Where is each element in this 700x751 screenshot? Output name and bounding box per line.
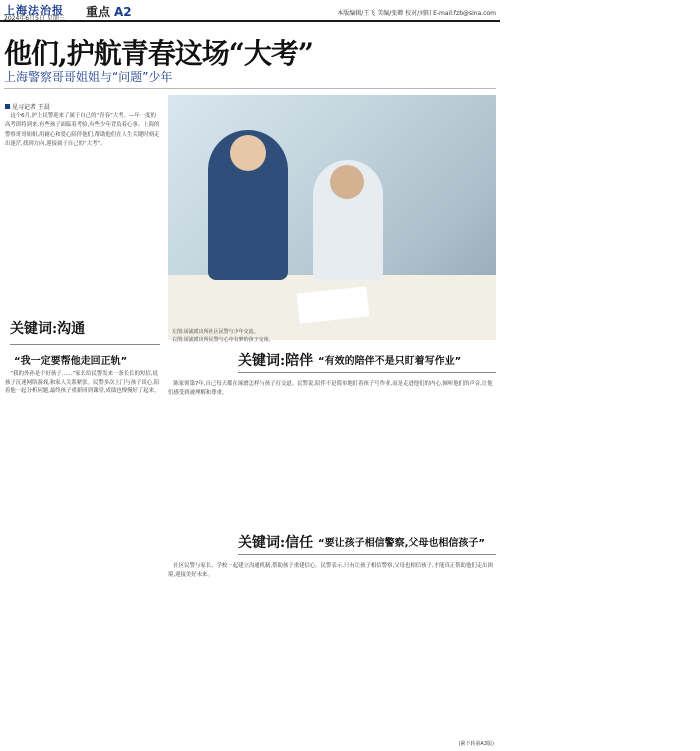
section-2-text: 陈家领第7年,自己每天都在琢磨怎样与孩子打交道。民警说,陪伴不是简单地盯着孩子写作业,而是走进他们的内心,倾听他们的声音,让他们感受到被理解和尊重。 — [168, 381, 493, 396]
intro-paragraph: 这个6月,护上民警迎来了属于自己的“青春”大考。—年一度的高考即将到来,有些孩子面临着考验,有些少年背负着心事。上海的警察哥哥姐姐,用耐心和爱心陪伴他们,帮助他们在人生关键时刻走出迷茫,找到方向,迎接属于自己的“大考”。 — [5, 113, 160, 148]
section-2-keyword: 关键词:陪伴 — [238, 353, 314, 369]
email-link[interactable]: E-mail:fzb@sina.com — [433, 10, 496, 17]
section-3-rule — [238, 554, 496, 555]
editor-info — [337, 8, 496, 17]
watermark: 聚焦 — [536, 225, 692, 285]
square-bullet-icon — [5, 104, 10, 109]
photo-student — [313, 160, 383, 280]
section-3-keyword: 关键词:信任 — [238, 535, 314, 551]
section-1-title: “我一定要帮他走回正轨” — [14, 356, 128, 367]
photo-officer — [208, 130, 288, 280]
byline-text: 见习记者 王晨 — [12, 104, 50, 111]
section-3-title: “要让孩子相信警察,父母也相信孩子” — [318, 538, 485, 549]
issue-date: 2024年6月5日 星期三 — [4, 15, 65, 22]
article-headline: 他们,护航青春这场“大考” — [4, 37, 313, 70]
article-subhead: 上海警察哥哥姐姐与“问题”少年 — [4, 70, 173, 84]
section-2-rule — [238, 372, 496, 373]
section-3-text: 社区民警与家长、学校一起建立沟通机制,帮助孩子重建信心。民警表示,只有让孩子相信警察,父母也相信孩子,才能真正帮助他们走出困境,迎接美好未来。 — [168, 563, 493, 578]
section-1-keyword: 关键词:沟通 — [10, 321, 86, 337]
section-1-rule — [10, 344, 160, 345]
page-number: A2 — [114, 5, 132, 19]
photo-caption: 左图:闵浦派出所社区民警与少年交流。 右图:闵浦派出所民警与心中有梦的孩子交谈。 — [172, 329, 274, 343]
continued-note: (紧下转第A3版) — [458, 741, 494, 747]
section-name: 重点 — [86, 5, 111, 19]
news-photo — [168, 95, 692, 340]
editor-line: 本版编辑/王飞 美编/张卿 校对/刘阳 — [337, 10, 432, 17]
newspaper-logo: 上海法治报 — [4, 4, 64, 17]
section-1-text: “我的外孙是个好孩子……”家长给民警发来一条长长的短信,说孩子沉迷网络游戏,和家人关系紧张。民警多次上门与孩子谈心,陪着他一起分析问题,最终孩子重新回到课堂,成绩也慢慢好了起来。 — [5, 371, 160, 394]
divider — [4, 88, 496, 89]
byline — [5, 102, 50, 111]
section-label — [86, 3, 132, 20]
section-2-title: “有效的陪伴不是只盯着写作业” — [318, 356, 462, 367]
masthead — [0, 0, 500, 22]
